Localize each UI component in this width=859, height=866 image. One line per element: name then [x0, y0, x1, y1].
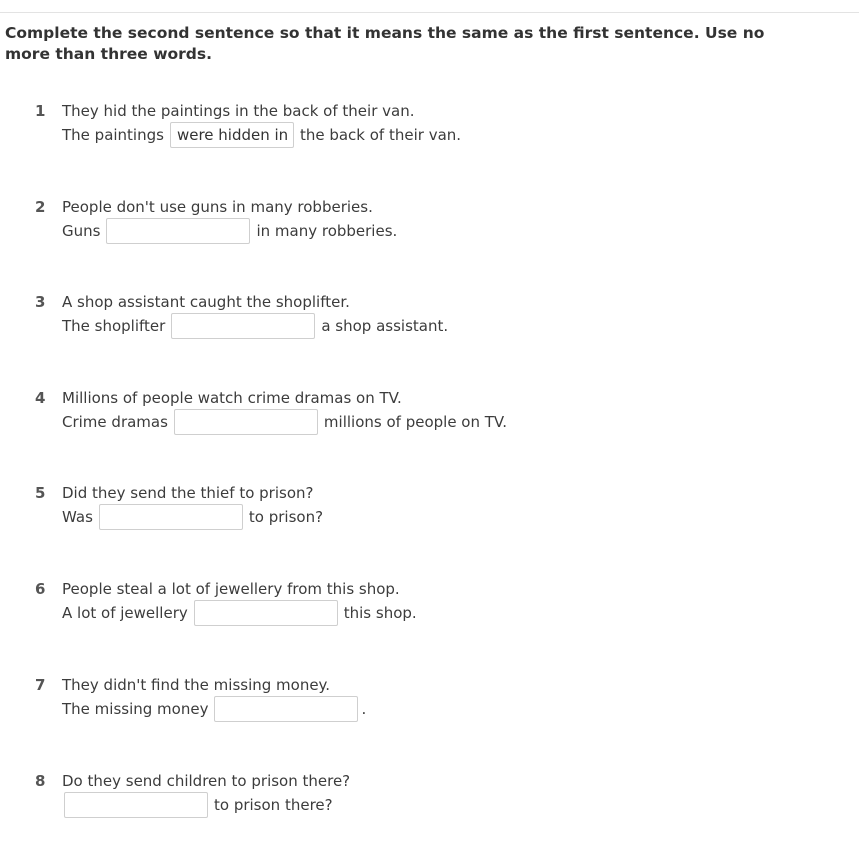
question-number: 2	[35, 198, 46, 216]
answer-input-7[interactable]	[214, 696, 358, 722]
top-divider	[0, 12, 859, 13]
question-prompt: They didn't find the missing money.	[62, 676, 331, 694]
question-4	[0, 388, 859, 448]
sentence-end: to prison?	[248, 508, 324, 526]
answer-input-8[interactable]	[64, 792, 208, 818]
question-3	[0, 292, 859, 352]
question-prompt: People steal a lot of jewellery from this shop.	[62, 580, 400, 598]
sentence-end: to prison there?	[214, 796, 333, 814]
sentence-end: .	[361, 700, 367, 718]
answer-input-6[interactable]	[194, 600, 338, 626]
question-2	[0, 197, 859, 257]
sentence-end: the back of their van.	[299, 126, 462, 144]
instructions: Complete the second sentence so that it means the same as the first sentence. Use no more than three words.	[5, 24, 765, 63]
answer-line	[62, 503, 323, 531]
question-5	[0, 483, 859, 543]
question-prompt: Millions of people watch crime dramas on TV.	[62, 389, 402, 407]
answer-input-2[interactable]	[106, 218, 250, 244]
answer-input-5[interactable]	[99, 504, 243, 530]
sentence-start: Guns	[62, 222, 101, 240]
answer-line	[62, 599, 417, 627]
sentence-start: Crime dramas	[62, 413, 168, 431]
sentence-start: The paintings	[62, 126, 164, 144]
sentence-start: The missing money	[62, 700, 209, 718]
question-prompt: A shop assistant caught the shoplifter.	[62, 293, 350, 311]
answer-line	[62, 217, 397, 245]
question-prompt: People don't use guns in many robberies.	[62, 198, 373, 216]
sentence-start: A lot of jewellery	[62, 604, 188, 622]
answer-line	[64, 791, 333, 819]
question-number: 7	[35, 676, 46, 694]
question-prompt: Did they send the thief to prison?	[62, 484, 314, 502]
question-8	[0, 771, 859, 831]
answer-line	[62, 408, 507, 436]
sentence-end: this shop.	[343, 604, 417, 622]
answer-line	[62, 695, 366, 723]
answer-input-1[interactable]	[170, 122, 294, 148]
question-number: 5	[35, 484, 46, 502]
sentence-end: millions of people on TV.	[323, 413, 508, 431]
answer-input-3[interactable]	[171, 313, 315, 339]
answer-line	[62, 121, 461, 149]
question-6	[0, 579, 859, 639]
question-number: 1	[35, 102, 46, 120]
answer-input-4[interactable]	[174, 409, 318, 435]
question-7	[0, 675, 859, 735]
question-prompt: Do they send children to prison there?	[62, 772, 351, 790]
question-1	[0, 101, 859, 161]
question-number: 6	[35, 580, 46, 598]
sentence-start: Was	[62, 508, 93, 526]
question-number: 4	[35, 389, 46, 407]
question-number: 8	[35, 772, 46, 790]
sentence-end: a shop assistant.	[321, 317, 449, 335]
sentence-start: The shoplifter	[62, 317, 166, 335]
sentence-end: in many robberies.	[256, 222, 398, 240]
question-number: 3	[35, 293, 46, 311]
question-prompt: They hid the paintings in the back of their van.	[62, 102, 415, 120]
answer-line	[62, 312, 448, 340]
